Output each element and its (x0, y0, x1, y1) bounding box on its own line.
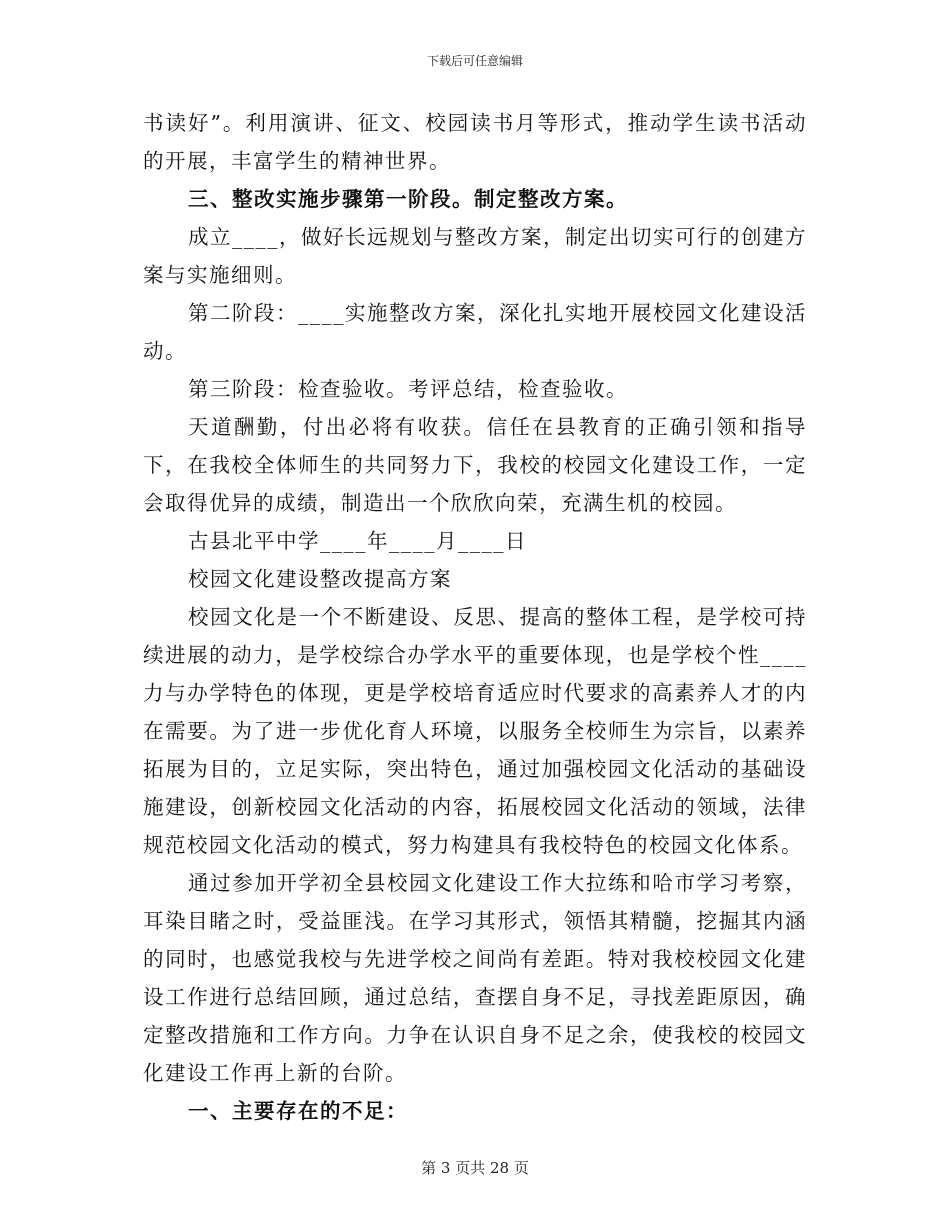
section-heading-shortcomings: 一、主要存在的不足： (188, 1099, 408, 1123)
page-number-footer: 第 3 页共 28 页 (421, 1159, 529, 1177)
paragraph-stage-three: 第三阶段：检查验收。考评总结，检查验收。 (188, 377, 628, 401)
page-header: 下载后可任意编辑 (426, 54, 523, 68)
document-subtitle: 校园文化建设整改提高方案 (188, 567, 452, 591)
paragraph-continuation: 书读好”。利用演讲、征文、校园读书月等形式，推动学生读书活动的开展，丰富学生的精神世界。 (143, 111, 807, 173)
paragraph-establish: 成立____，做好长远规划与整改方案，制定出切实可行的创建方案与实施细则。 (143, 225, 807, 287)
signature-date-line: 古县北平中学____年____月____日 (188, 529, 527, 553)
paragraph-study-visit: 通过参加开学初全县校园文化建设工作大拉练和哈市学习考察，耳染目睹之时，受益匪浅。在学习其形式，领悟其精髓，挖掘其内涵的同时，也感觉我校与先进学校之间尚有差距。特对我校校园文化建设工作进行总结回顾，通过总结，查摆自身不足，寻找差距原因，确定整改措施和工作方向。力争在认识自身不足之余，使我校的校园文化建设工作再上新的台阶。 (143, 871, 807, 1085)
section-heading-implementation-steps: 三、整改实施步骤第一阶段。制定整改方案。 (188, 187, 628, 211)
paragraph-conclusion: 天道酬勤，付出必将有收获。信任在县教育的正确引领和指导下，在我校全体师生的共同努力下，我校的校园文化建设工作，一定会取得优异的成绩，制造出一个欣欣向荣，充满生机的校园。 (143, 415, 807, 515)
paragraph-campus-culture: 校园文化是一个不断建设、反思、提高的整体工程，是学校可持续进展的动力，是学校综合办学水平的重要体现，也是学校个性____力与办学特色的体现，更是学校培育适应时代要求的高素养人才的内在需要。为了进一步优化育人环境，以服务全校师生为宗旨，以素养拓展为目的，立足实际，突出特色，通过加强校园文化活动的基础设施建设，创新校园文化活动的内容，拓展校园文化活动的领域，法律规范校园文化活动的模式，努力构建具有我校特色的校园文化体系。 (143, 605, 807, 857)
document-body (143, 104, 807, 1130)
paragraph-stage-two: 第二阶段：____实施整改方案，深化扎实地开展校园文化建设活动。 (143, 301, 807, 363)
